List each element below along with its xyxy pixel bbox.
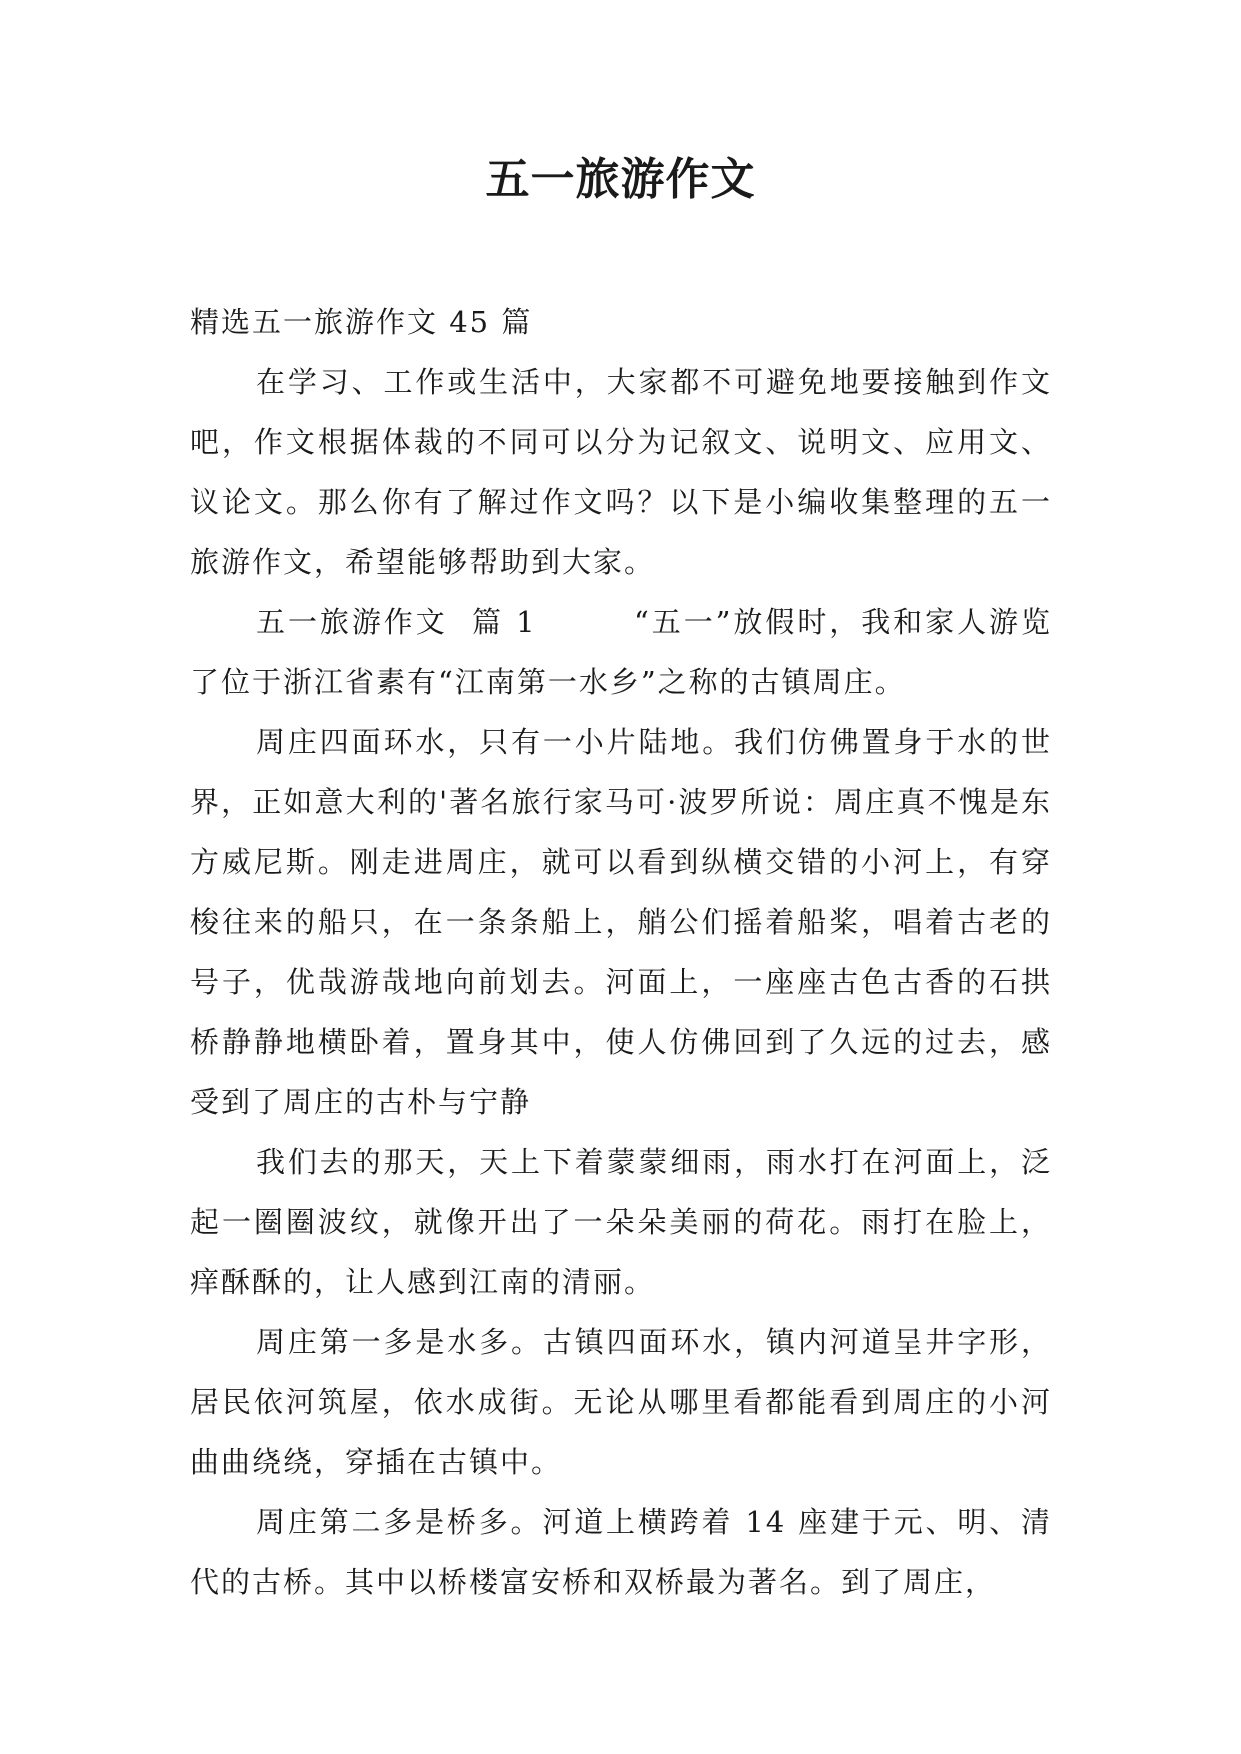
paragraph-intro: 在学习、工作或生活中，大家都不可避免地要接触到作文吧，作文根据体裁的不同可以分为记叙文、说明文、应用文、议论文。那么你有了解过作文吗？以下是小编收集整理的五一旅游作文，希望能够帮助到大家。 xyxy=(190,365,1052,579)
paragraph-essay-1-opening: 五一旅游作文 篇 1 “五一”放假时，我和家人游览了位于浙江省素有“江南第一水乡”之称的古镇周庄。 xyxy=(190,605,1052,699)
paragraph-rainy-day: 我们去的那天，天上下着蒙蒙细雨，雨水打在河面上，泛起一圈圈波纹，就像开出了一朵朵美丽的荷花。雨打在脸上，痒酥酥的，让人感到江南的清丽。 xyxy=(190,1145,1052,1299)
paragraph-much-water: 周庄第一多是水多。古镇四面环水，镇内河道呈井字形，居民依河筑屋，依水成街。无论从哪里看都能看到周庄的小河曲曲绕绕，穿插在古镇中。 xyxy=(190,1325,1052,1479)
document-body xyxy=(190,292,1052,1612)
document-title: 五一旅游作文 xyxy=(485,154,756,205)
paragraph-many-bridges: 周庄第二多是桥多。河道上横跨着 14 座建于元、明、清代的古桥。其中以桥楼富安桥和双桥最为著名。到了周庄， xyxy=(190,1505,1052,1599)
paragraph-zhouzhuang-water-world: 周庄四面环水，只有一小片陆地。我们仿佛置身于水的世界，正如意大利的'著名旅行家马可·波罗所说：周庄真不愧是东方威尼斯。刚走进周庄，就可以看到纵横交错的小河上，有穿梭往来的船只，在一条条船上，艄公们摇着船桨，唱着古老的号子，优哉游哉地向前划去。河面上，一座座古色古香的石拱桥静静地横卧着，置身其中，使人仿佛回到了久远的过去，感受到了周庄的古朴与宁静 xyxy=(190,725,1052,1119)
document-subtitle: 精选五一旅游作文 45 篇 xyxy=(190,305,533,339)
